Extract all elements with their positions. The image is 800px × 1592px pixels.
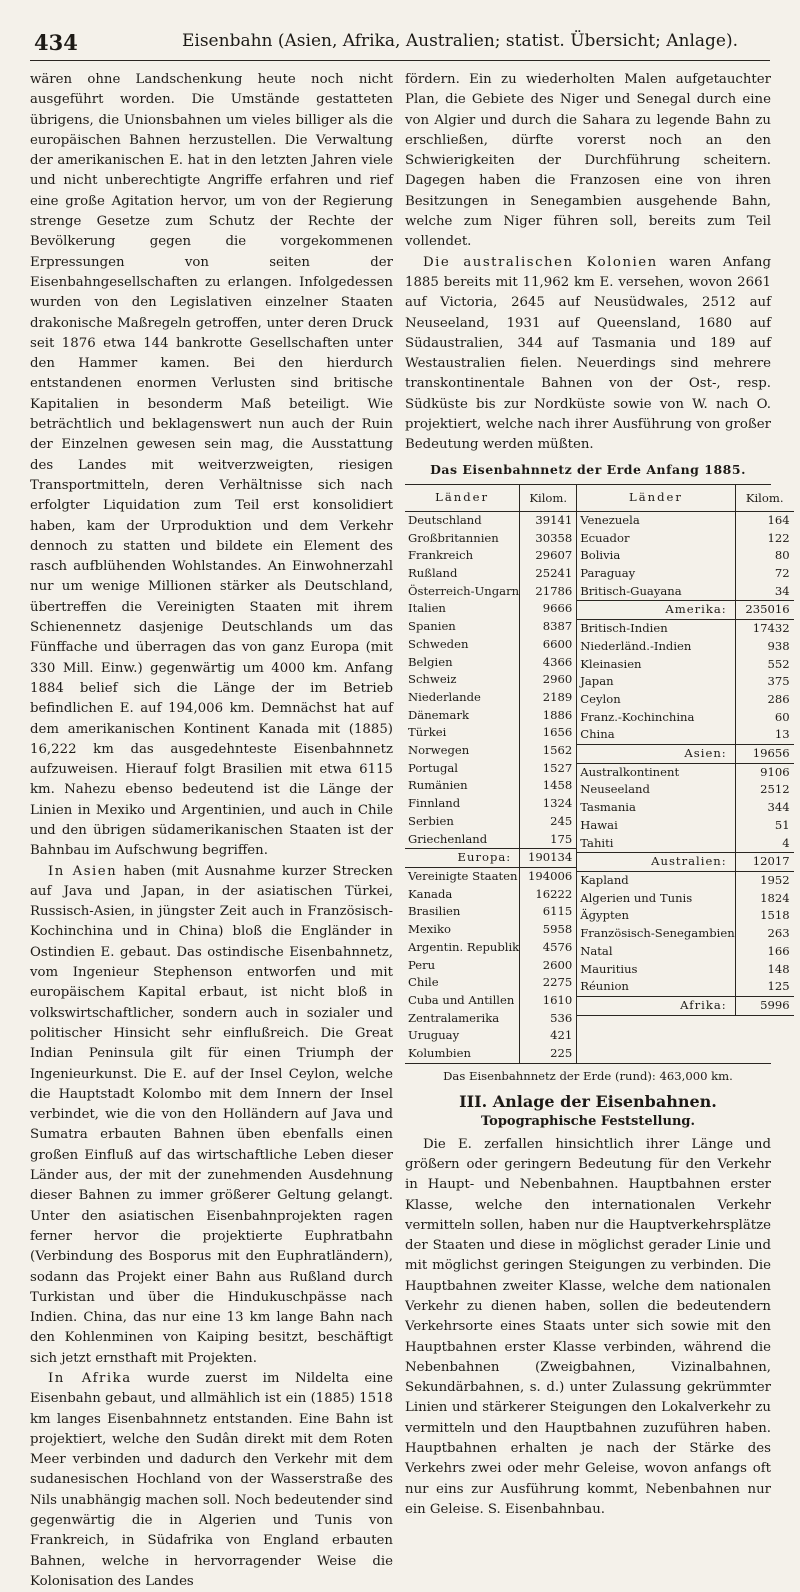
table-cell-km: 39141 (519, 512, 576, 530)
running-head: Eisenbahn (Asien, Afrika, Australien; statist. Übersicht; Anlage). (181, 31, 738, 51)
table-row (405, 565, 576, 583)
table-row (577, 530, 793, 548)
railway-statistics-table (405, 460, 790, 1086)
table-row (577, 709, 793, 727)
table-cell-country: Mauritius (580, 961, 638, 976)
paragraph-asia (30, 862, 393, 1369)
table-cell-country: Australien: (651, 854, 727, 869)
table-row (577, 799, 793, 817)
table-row (577, 925, 793, 943)
table-cell-country: Ceylon (580, 691, 621, 706)
table-cell-country: Ägypten (580, 908, 629, 923)
table-cell-country: Tasmania (580, 800, 636, 815)
table-cell-country: Rumänien (408, 778, 468, 793)
table-cell-country: Zentralamerika (408, 1010, 500, 1025)
table-cell-km: 1952 (735, 872, 794, 890)
table-cell-km: 175 (519, 831, 576, 849)
table-cell-km: 938 (735, 638, 794, 656)
table-cell-country: Belgien (408, 654, 453, 669)
table-row (405, 707, 576, 725)
table-cell-km: 30358 (519, 530, 576, 548)
table-cell-country: Italien (408, 601, 446, 616)
table-cell-country: Réunion (580, 979, 629, 994)
table-cell-km: 5958 (519, 921, 576, 939)
table-cell-country: Amerika: (665, 602, 727, 617)
table-cell-country: Mexiko (408, 922, 451, 937)
table-cell-km: 72 (735, 565, 794, 583)
table-cell-country: Türkei (408, 725, 447, 740)
table-cell-km: 19656 (735, 745, 794, 763)
table-cell-country: Kapland (580, 873, 629, 887)
table-cell-km: 1458 (519, 777, 576, 795)
table-row (577, 835, 793, 853)
table-row (405, 795, 576, 813)
table-cell-country: Natal (580, 943, 613, 958)
table-rows-right (577, 512, 793, 1016)
table-cell-country: Hawai (580, 817, 618, 832)
table-cell-country: Australkontinent (580, 764, 680, 779)
table-rows-left (405, 512, 576, 1063)
table-cell-km: 2960 (519, 671, 576, 689)
paragraph-australia-body: waren Anfang 1885 bereits mit 11,962 km E. versehen, wovon 2661 auf Victoria, 2645 auf Neusüdwales, 2512 auf Neuseeland, 1931 auf Queensland, 1680 auf Südaustralien, 344 auf Tasmania und 189 auf Westaustralien fielen. Neuerdings sind mehrere transkontinentale Bahnen von der Ost-, resp. Südküste bis zur Nordküste sowie von W. nach O. projektiert, welche nach ihrer Ausführung von großer Bedeutung werden müßten. (405, 254, 771, 453)
table-cell-country: Dänemark (408, 707, 470, 722)
table-cell-km: 1562 (519, 742, 576, 760)
table-cell-country: Uruguay (408, 1028, 460, 1043)
table-row (577, 817, 793, 835)
table-cell-km: 194006 (519, 868, 576, 886)
table-cell-country: Französisch-Senegambien (580, 926, 735, 941)
table-cell-km: 1886 (519, 707, 576, 725)
table-row (405, 583, 576, 601)
table-total-row (577, 744, 793, 764)
table-cell-km: 9106 (735, 764, 794, 782)
table-cell-country: Britisch-Indien (580, 621, 668, 636)
table-row (577, 547, 793, 565)
table-row (405, 1045, 576, 1063)
table-cell-km: 2189 (519, 689, 576, 707)
table-cell-km: 190134 (519, 849, 576, 867)
table-row (405, 939, 576, 957)
table-cell-country: Cuba und Antillen (408, 992, 515, 1007)
table-cell-km: 4366 (519, 654, 576, 672)
table-row (405, 742, 576, 760)
table-row (405, 903, 576, 921)
table-row (405, 600, 576, 618)
table-cell-km: 1324 (519, 795, 576, 813)
table-body (405, 484, 790, 1064)
table-row (577, 781, 793, 799)
table-cell-km: 2600 (519, 957, 576, 975)
table-cell-country: Niederlande (408, 689, 481, 704)
table-cell-country: Ecuador (580, 530, 630, 545)
table-row (405, 618, 576, 636)
table-cell-km: 25241 (519, 565, 576, 583)
paragraph-africa-lead: In Afrika (48, 1371, 132, 1386)
table-total-row (577, 600, 793, 620)
table-row (405, 777, 576, 795)
table-row (577, 907, 793, 925)
table-right-half (577, 485, 793, 1063)
table-total-row (405, 848, 576, 868)
table-cell-country: Spanien (408, 619, 456, 634)
table-row (405, 724, 576, 742)
table-row (577, 872, 793, 890)
table-row (405, 654, 576, 672)
table-cell-country: Japan (580, 674, 614, 689)
table-cell-km: 552 (735, 656, 794, 674)
table-row (405, 689, 576, 707)
table-row (405, 868, 576, 886)
column-header-country: Länder (629, 490, 683, 505)
table-cell-country: Deutschland (408, 512, 482, 527)
table-cell-country: Vereinigte Staaten (408, 869, 518, 883)
table-cell-km: 122 (735, 530, 794, 548)
column-header-km: Kilom. (519, 485, 576, 511)
table-cell-country: Schweiz (408, 672, 457, 687)
table-row (405, 886, 576, 904)
paragraph-asia-body: haben (mit Ausnahme kurzer Strecken auf Java und Japan, in der asiatischen Türkei, Russisch-Asien, in jüngster Zeit auch in Französisch-Kochinchina und in China) bloß die Engländer in Ostindien E. gebaut. Das ostindische Eisenbahnnetz, vom Ingenieur Stephenson entworfen und mit europäischem Kapital erbaut, ist nicht bloß in volkswirtschaftlicher, sondern auch in sozialer und politischer Hinsicht sehr einflußreich. Die Great Indian Peninsula gilt für einen Triumph der Ingenieurkunst. Die E. auf der Insel Ceylon, welche die Hauptstadt Kolombo mit dem Innern der Insel verbindet, wie die von den Holländern auf Java und Sumatra erbauten Bahnen üben ebenfalls einen großen Einfluß auf das wirtschaftliche Leben dieser Länder aus, der mit der zunehmenden Ausdehnung dieser Bahnen zu immer größerer Geltung gelangt. Unter den asiatischen Eisenbahnprojekten ragen ferner hervor die projektierte Euphratbahn (Verbindung des Bosporus mit den Euphratländern), sodann das Projekt einer Bahn aus Rußland durch Turkistan und über die Hindukuschpässe nach Indien. China, das nur eine 13 km lange Bahn nach den Kohlenminen von Kaiping besitzt, beschäftigt sich jetzt ernsthaft mit Projekten. (30, 863, 394, 1366)
table-cell-km: 6600 (519, 636, 576, 654)
table-row (577, 890, 793, 908)
table-row (577, 565, 793, 583)
table-row (405, 1010, 576, 1028)
table-cell-km: 344 (735, 799, 794, 817)
table-cell-country: Argentin. Republik (408, 939, 520, 954)
table-cell-km: 5996 (735, 997, 794, 1015)
table-cell-country: Peru (408, 957, 436, 972)
table-row (577, 691, 793, 709)
section-title: III. Anlage der Eisenbahnen. (459, 1092, 717, 1112)
table-row (577, 512, 793, 530)
table-header-left (405, 485, 576, 512)
table-row (405, 636, 576, 654)
table-cell-country: Britisch-Guayana (580, 583, 682, 598)
left-column (30, 70, 393, 1592)
table-cell-km: 4 (735, 835, 794, 853)
paragraph-classification: Die E. zerfallen hinsichtlich ihrer Länge und größern oder geringern Bedeutung für den Verkehr in Haupt- und Nebenbahnen. Hauptbahnen erster Klasse, welche den internationalen Verkehr vermitteln sollen, haben nur die Hauptverkehrsplätze der Staaten und diese in möglichst gerader Linie und mit möglichst geringen Steigungen zu verbinden. Die Hauptbahnen zweiter Klasse, welche dem nationalen Verkehr zu dienen haben, sollen die bedeutendern Verkehrsorte eines Staats unter sich sowie mit den Hauptbahnen erster Klasse verbinden, während die Nebenbahnen (Zweigbahnen, Vizinalbahnen, Sekundärbahnen, s. d.) unter Zulassung gekrümmter Linien und stärkerer Steigungen den Lokalverkehr zu vermitteln und den Hauptbahnen zuzuführen haben. Hauptbahnen erhalten je nach der Stärke des Verkehrs zwei oder mehr Geleise, wovon anfangs oft nur eins zur Ausführung kommt, Nebenbahnen nur ein Geleise. S. Eisenbahnbau. (405, 1136, 771, 1517)
table-row (405, 1027, 576, 1045)
table-cell-country: Kolumbien (408, 1046, 471, 1061)
table-cell-km: 2512 (735, 781, 794, 799)
paragraph-australia-lead: Die australischen Kolonien (423, 254, 658, 270)
table-cell-km: 2275 (519, 974, 576, 992)
table-cell-km: 13 (735, 726, 794, 744)
table-row (405, 512, 576, 530)
page-header (30, 26, 770, 61)
paragraph-africa-continued: fördern. Ein zu wiederholten Malen aufgetauchter Plan, die Gebiete des Niger und Senegal durch eine von Algier und durch die Sahara zu legende Bahn zu erschließen, dürfte vorerst noch an den Schwierigkeiten der Durchführung scheitern. Dagegen haben die Franzosen eine von ihren Besitzungen in Senegambien ausgehende Bahn, welche zum Niger führen soll, bereits zum Teil vollendet. (405, 72, 771, 250)
table-row (577, 726, 793, 744)
column-header-country: Länder (435, 490, 490, 505)
table-cell-country: Rußland (408, 566, 458, 581)
table-row (577, 620, 793, 638)
table-row (577, 673, 793, 691)
table-cell-km: 17432 (735, 620, 794, 638)
table-cell-country: Tahiti (580, 835, 614, 850)
table-row (405, 671, 576, 689)
table-cell-km: 164 (735, 512, 794, 530)
table-cell-country: Serbien (408, 813, 454, 828)
table-cell-km: 60 (735, 709, 794, 727)
table-cell-km: 80 (735, 547, 794, 565)
table-row (577, 943, 793, 961)
table-total-row (577, 996, 793, 1016)
paragraph-africa (30, 1369, 393, 1592)
table-cell-km: 6115 (519, 903, 576, 921)
table-row (405, 831, 576, 849)
table-cell-country: Chile (408, 975, 439, 990)
table-cell-country: Venezuela (580, 512, 640, 527)
table-cell-country: Griechenland (408, 831, 488, 846)
table-cell-country: Kanada (408, 886, 453, 901)
table-cell-country: Europa: (457, 850, 512, 865)
table-cell-km: 1824 (735, 890, 794, 908)
table-cell-km: 9666 (519, 600, 576, 618)
table-cell-km: 125 (735, 978, 794, 996)
table-cell-km: 166 (735, 943, 794, 961)
table-cell-km: 286 (735, 691, 794, 709)
paragraph-asia-lead: In Asien (48, 863, 118, 879)
table-cell-country: Schweden (408, 636, 469, 651)
table-cell-km: 29607 (519, 547, 576, 565)
table-total-row (577, 852, 793, 872)
table-footer: Das Eisenbahnnetz der Erde (rund): 463,000 km. (443, 1068, 733, 1083)
table-cell-country: Afrika: (680, 997, 727, 1012)
table-cell-km: 21786 (519, 583, 576, 601)
table-cell-country: Bolivia (580, 548, 621, 563)
table-cell-country: Asien: (684, 746, 727, 761)
right-column (405, 70, 790, 1520)
table-cell-km: 421 (519, 1027, 576, 1045)
paragraph-africa-body: wurde zuerst im Nildelta eine Eisenbahn gebaut, und allmählich ist ein (1885) 1518 km langes Eisenbahnnetz entstanden. Eine Bahn ist projektiert, welche den Sudân direkt mit dem Roten Meer verbinden und dadurch den Verkehr mit dem sudanesischen Hochland von der Wasserstraße des Nils unabhängig machen soll. Noch bedeutender sind gegenwärtig die in Algerien und Tunis von Frankreich, in Südafrika von England erbauten Bahnen, welche in hervorragender Weise die Kolonisation des Landes (30, 1371, 393, 1589)
table-cell-km: 4576 (519, 939, 576, 957)
table-row (405, 974, 576, 992)
table-row (577, 583, 793, 601)
table-row (405, 760, 576, 778)
table-cell-country: Neuseeland (580, 782, 650, 797)
subsection-title: Topographische Feststellung. (480, 1114, 696, 1130)
table-cell-km: 1527 (519, 760, 576, 778)
table-cell-km: 245 (519, 813, 576, 831)
table-cell-km: 536 (519, 1010, 576, 1028)
table-cell-km: 263 (735, 925, 794, 943)
table-cell-km: 16222 (519, 886, 576, 904)
table-row (577, 656, 793, 674)
table-row (577, 961, 793, 979)
table-cell-km: 51 (735, 817, 794, 835)
table-cell-country: China (580, 727, 615, 742)
table-row (405, 921, 576, 939)
table-cell-country: Portugal (408, 760, 459, 775)
table-row (405, 547, 576, 565)
table-cell-country: Brasilien (408, 904, 461, 919)
paragraph-australia (405, 253, 771, 456)
table-row (405, 957, 576, 975)
table-cell-country: Franz.-Kochinchina (580, 709, 695, 724)
table-cell-country: Kleinasien (580, 656, 642, 671)
table-cell-country: Paraguay (580, 566, 636, 581)
table-row (405, 813, 576, 831)
table-cell-km: 34 (735, 583, 794, 601)
table-cell-country: Großbritannien (408, 530, 499, 545)
table-row (577, 638, 793, 656)
table-cell-km: 235016 (735, 601, 794, 619)
table-cell-country: Österreich-Ungarn (408, 583, 520, 598)
page-number: 434 (34, 30, 78, 55)
table-row (577, 978, 793, 996)
table-cell-km: 8387 (519, 618, 576, 636)
table-header-right (577, 485, 793, 512)
table-cell-country: Norwegen (408, 743, 470, 758)
table-row (577, 764, 793, 782)
table-cell-country: Algerien und Tunis (580, 890, 693, 905)
table-cell-km: 225 (519, 1045, 576, 1063)
table-cell-km: 1518 (735, 907, 794, 925)
table-cell-country: Niederländ.-Indien (580, 638, 692, 653)
table-row (405, 530, 576, 548)
table-title: Das Eisenbahnnetz der Erde Anfang 1885. (430, 461, 746, 477)
column-header-km: Kilom. (735, 485, 794, 511)
table-cell-km: 12017 (735, 853, 794, 871)
paragraph-america: wären ohne Landschenkung heute noch nicht ausgeführt worden. Die Umstände gestatteten übrigens, die Unionsbahnen um vieles billiger als die europäischen Bahnen herzustellen. Die Verwaltung der amerikanischen E. hat in den letzten Jahren viele und nicht unberechtigte Angriffe erfahren und rief eine große Agitation hervor, um von der Regierung strenge Gesetze zum Schutz der Rechte der Bevölkerung gegen die vorgekommenen Erpressungen von seiten der Eisenbahngesellschaften zu erlangen. Infolgedessen wurden von den Legislativen einzelner Staaten drakonische Maßregeln getroffen, unter deren Druck seit 1876 etwa 144 bankrotte Gesellschaften unter den Hammer kamen. Bei den hierdurch entstandenen enormen Verlusten sind britische Kapitalien in besonderm Maß beteiligt. Wie beträchtlich und beklagenswert nun auch der Ruin der Einzelnen gewesen sein mag, die Ausstattung des Landes mit weitverzweigten, riesigen Transportmitteln, deren Verhältnisse sich nach erfolgter Liquidation zum Teil erst konsolidiert haben, kam der Urproduktion und dem Verkehr dennoch zu statten und bildete ein Element des rasch aufblühenden Wohlstandes. An Einwohnerzahl nur um wenige Millionen stärker als Deutschland, übertreffen die Vereinigten Staaten mit ihrem Schienennetz dasjenige Deutschlands um das Fünffache und überragen das von ganz Europa (mit 330 Mill. Einw.) gegenwärtig um 4000 km. Anfang 1884 belief sich die Länge der im Betrieb befindlichen E. auf 194,006 km. Demnächst hat auf dem amerikanischen Kontinent Kanada mit (1885) 16,222 km das ausgedehnteste Eisenbahnnetz aufzuweisen. Hierauf folgt Brasilien mit etwa 6115 km. Nahezu ebenso bedeutend ist die Länge der Linien in Mexiko und Argentinien, und auch in Chile und den übrigen südamerikanischen Staaten ist der Bahnbau im Aufschwung begriffen. (30, 72, 393, 859)
table-left-half (405, 485, 577, 1063)
table-cell-km: 375 (735, 673, 794, 691)
table-cell-km: 148 (735, 961, 794, 979)
table-cell-km: 1656 (519, 724, 576, 742)
table-cell-country: Finnland (408, 796, 461, 811)
table-cell-country: Frankreich (408, 548, 474, 563)
table-row (405, 992, 576, 1010)
table-cell-km: 1610 (519, 992, 576, 1010)
